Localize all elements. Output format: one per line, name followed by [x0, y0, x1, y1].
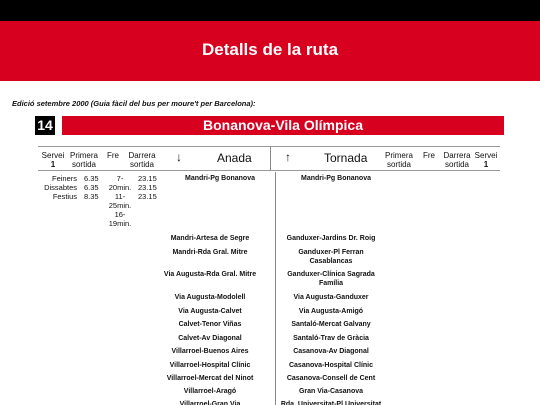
direction-anada-label: Anada [217, 151, 252, 165]
table-header-top-rule [38, 146, 500, 147]
page-title: Detalls de la ruta [201, 40, 339, 59]
schedule-last-departures: 23.15 23.15 23.15 [138, 174, 157, 201]
route-name: Bonanova-Vila Olímpica [202, 117, 363, 133]
edition-note: Edició setembre 2000 (Guia fàcil del bus per moure't per Barcelona): [12, 99, 256, 108]
stop-tornada-first: Mandri-Pg Bonanova [300, 175, 371, 182]
stop-anada: Calvet-Av Diagonal [178, 335, 242, 342]
stop-anada: Mandri-Artesa de Segre [170, 235, 250, 242]
direction-divider [275, 172, 276, 405]
stop-anada: Via Augusta-Rda Gral. Mitre [163, 271, 257, 278]
stop-anada-first: Mandri-Pg Bonanova [184, 175, 255, 182]
arrow-up-icon: ↑ [285, 150, 291, 164]
stop-anada: Villarroel-Mercat del Ninot [166, 375, 254, 382]
stop-tornada: Casanova-Hospital Clínic [288, 362, 374, 369]
col-header-right-primera: Primera sortida [384, 151, 413, 169]
arrow-down-icon: ↓ [176, 150, 182, 164]
stop-tornada: Via Augusta-Ganduxer [293, 294, 369, 301]
stop-tornada: Santaló-Mercat Galvany [291, 321, 371, 328]
stop-tornada: Santaló-Trav de Gràcia [293, 335, 369, 342]
stop-tornada: Casanova-Consell de Cent [286, 375, 376, 382]
col-header-freq: Fre [107, 151, 119, 160]
stop-anada: Calvet-Tenor Viñas [178, 321, 242, 328]
stop-anada: Villarroel-Gran Via [179, 401, 241, 405]
stop-tornada: Gran Via-Casanova [298, 388, 364, 395]
col-header-servei: Servei 1 [41, 151, 65, 169]
stop-tornada: Casanova-Av Diagonal [293, 348, 369, 355]
route-number-badge: 14 [35, 116, 55, 135]
col-header-darrera: Darrera sortida [128, 151, 156, 169]
stop-tornada: Ganduxer-Jardins Dr. Roig [286, 235, 376, 242]
stop-anada: Via Augusta-Calvet [178, 308, 242, 315]
stop-tornada: Ganduxer-Clínica Sagrada Família [287, 271, 375, 287]
stop-tornada: Rda. Universitat-Pl Universitat [280, 401, 382, 405]
stop-anada: Villarroel-Hospital Clínic [169, 362, 251, 369]
table-header-bottom-rule [38, 170, 500, 171]
page-header [0, 21, 540, 81]
stop-tornada: Via Augusta-Amigó [298, 308, 364, 315]
top-black-bar [0, 0, 540, 21]
stop-anada: Via Augusta-Modolell [174, 294, 246, 301]
col-header-right-freq: Fre [423, 151, 435, 160]
schedule-first-departures: 6.35 6.35 8.35 [84, 174, 99, 201]
route-title-bar [62, 116, 504, 135]
col-header-right-darrera: Darrera sortida [443, 151, 471, 169]
direction-divider-header [270, 147, 271, 170]
col-header-primera: Primera sortida [69, 151, 98, 169]
stop-anada: Villarroel-Buenos Aires [171, 348, 249, 355]
col-header-right-servei: Servei 1 [474, 151, 498, 169]
stop-tornada: Ganduxer-Pl Ferran Casablancas [298, 249, 364, 265]
direction-tornada-label: Tornada [324, 151, 368, 165]
stop-anada: Mandri-Rda Gral. Mitre [172, 249, 248, 256]
stop-anada: Villarroel-Aragó [183, 388, 237, 395]
schedule-frequencies: 7- 20min. 11- 25min. 16- 19min. [108, 174, 132, 228]
schedule-days: Feiners Dissabtes Festius [44, 174, 77, 201]
